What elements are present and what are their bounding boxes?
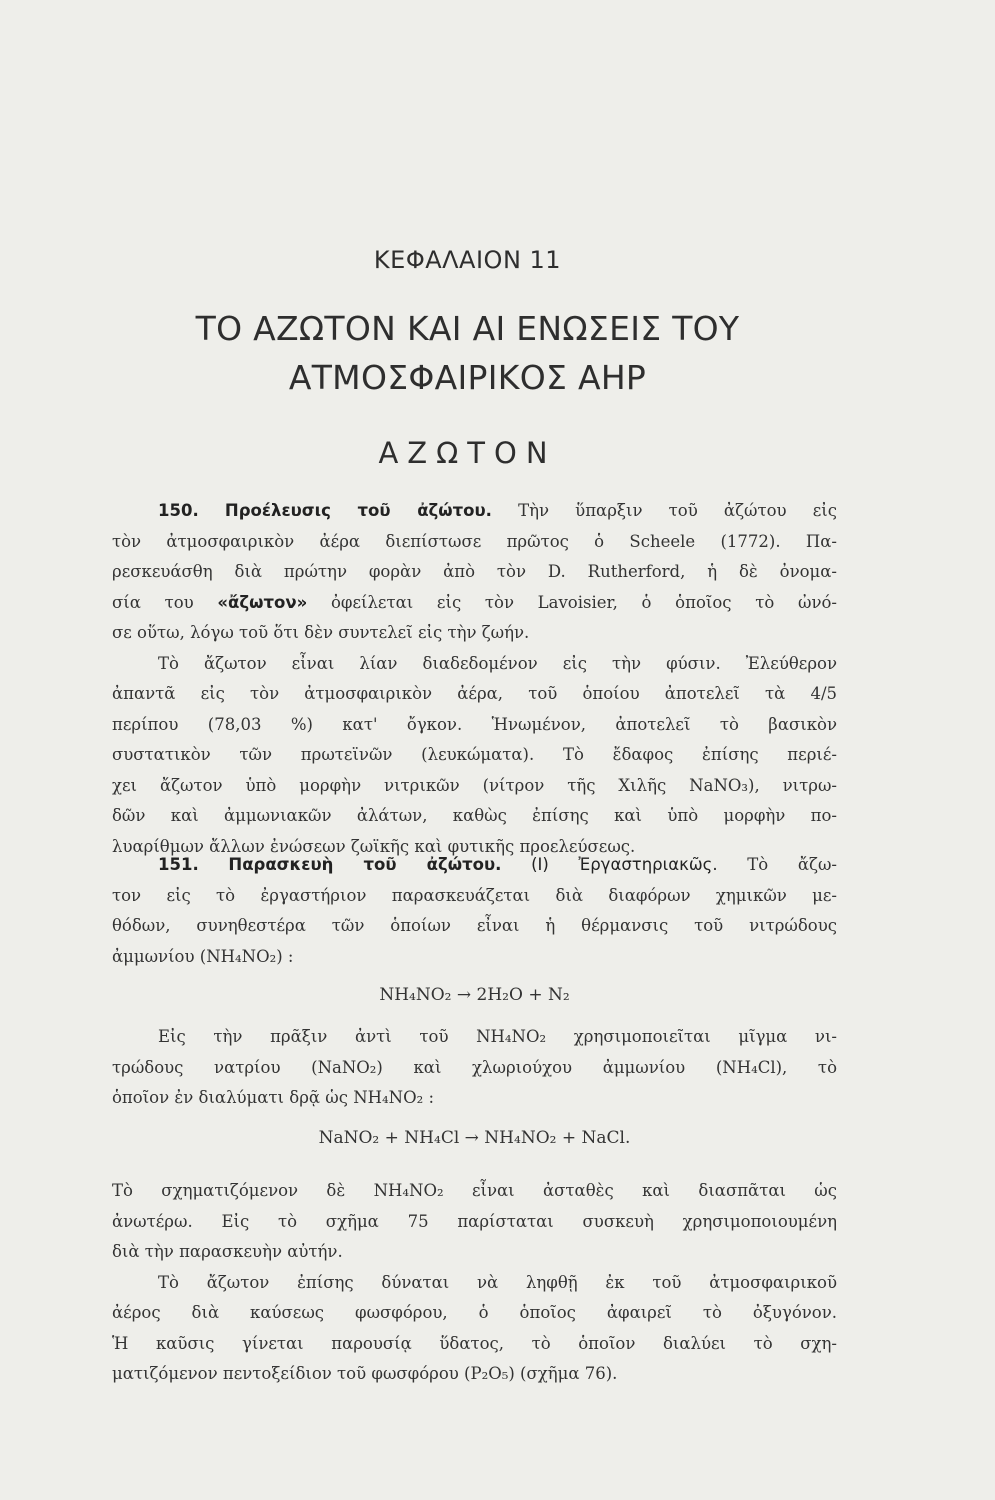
- s151-line: ὁποῖον ἐν διαλύματι δρᾷ ὡς NH₄NO₂ :: [112, 1088, 435, 1107]
- s151-line: τον εἰς τὸ ἐργαστήριον παρασκευάζεται διὰ διαφόρων χημικῶν με-: [112, 885, 837, 905]
- s151-line: Εἰς τὴν πρᾶξιν ἀντὶ τοῦ NH₄NO₂ χρησιμοποιεῖται μῖγμα νι-: [158, 1027, 837, 1046]
- s150-text: σία του: [112, 592, 194, 612]
- s151-line: τρώδους νατρίου (NaNO₂) καὶ χλωριούχου ἀμμωνίου (NH₄Cl), τὸ: [112, 1057, 837, 1077]
- s150-line: ρεσκευάσθη διὰ πρώτην φορὰν ἀπὸ τὸν D. Rutherford, ἡ δὲ ὀνομα-: [112, 562, 837, 581]
- s150-term-azoton: «ἄζωτον»: [217, 592, 308, 612]
- s150-heading: Προέλευσις τοῦ ἀζώτου.: [224, 501, 492, 520]
- section-151: [112, 850, 837, 972]
- s150-line: δῶν καὶ ἀμμωνιακῶν ἀλάτων, καθὼς ἐπίσης καὶ ὑπὸ μορφὴν πο-: [112, 806, 837, 825]
- s151-heading: Παρασκευὴ τοῦ ἀζώτου.: [228, 855, 502, 874]
- s151-line: Ἡ καῦσις γίνεται παρουσίᾳ ὕδατος, τὸ ὁποῖον διαλύει τὸ σχη-: [112, 1333, 837, 1353]
- s151-line: ἀμμωνίου (NH₄NO₂) :: [112, 946, 294, 966]
- s150-line: τὸν ἀτμοσφαιρικὸν ἀέρα διεπίστωσε πρῶτος ὁ Scheele (1772). Πα-: [112, 531, 837, 551]
- s150-line: [112, 588, 837, 619]
- s151-number: 151.: [158, 855, 199, 874]
- s150-number: 150.: [158, 501, 199, 520]
- s150-line: σε οὕτω, λόγω τοῦ ὅτι δὲν συντελεῖ εἰς τὴν ζωήν.: [112, 623, 530, 642]
- s151-line: [112, 850, 837, 881]
- section-heading: ΑΖΩΤΟΝ: [378, 436, 557, 470]
- s151-line: ἀέρος διὰ καύσεως φωσφόρου, ὁ ὁποῖος ἀφαιρεῖ τὸ ὀξυγόνον.: [112, 1303, 837, 1322]
- equation-2: NaNO₂ + NH₄Cl → NH₄NO₂ + NaCl.: [318, 1128, 631, 1148]
- chapter-title-line1: ΤΟ ΑΖΩΤΟΝ ΚΑΙ ΑΙ ΕΝΩΣΕΙΣ ΤΟΥ: [195, 309, 740, 348]
- s150-text: Τὴν ὕπαρξιν τοῦ ἀζώτου εἰς: [518, 501, 837, 520]
- chapter-heading: ΚΕΦΑΛΑΙΟΝ 11: [373, 246, 562, 274]
- s151-subheading: (Ι) Ἐργαστηριακῶς.: [531, 855, 718, 874]
- s151-line: ἀνωτέρω. Εἰς τὸ σχῆμα 75 παρίσταται συσκευὴ χρησιμοποιουμένη: [112, 1211, 837, 1231]
- section-151-cont: [112, 1022, 837, 1114]
- s150-line: περίπου (78,03 %) κατ' ὄγκον. Ἡνωμένον, ἀποτελεῖ τὸ βασικὸν: [112, 714, 837, 734]
- s151-line: Τὸ ἄζωτον ἐπίσης δύναται νὰ ληφθῇ ἐκ τοῦ ἀτμοσφαιρικοῦ: [158, 1272, 837, 1292]
- s151-line: θόδων, συνηθεστέρα τῶν ὁποίων εἶναι ἡ θέρμανσις τοῦ νιτρώδους: [112, 916, 837, 935]
- section-151-end: [112, 1176, 837, 1390]
- section-150: [112, 496, 837, 862]
- s151-line: Τὸ σχηματιζόμενον δὲ NH₄NO₂ εἶναι ἀσταθὲς καὶ διασπᾶται ὡς: [112, 1181, 837, 1200]
- chapter-title-line2: ΑΤΜΟΣΦΑΙΡΙΚΟΣ ΑΗΡ: [288, 358, 647, 397]
- s150-text: ὀφείλεται εἰς τὸν Lavoisier, ὁ ὁποῖος τὸ ὠνό-: [330, 592, 838, 612]
- equation-1: NH₄NO₂ → 2H₂O + N₂: [379, 985, 570, 1005]
- s151-line: διὰ τὴν παρασκευὴν αὐτήν.: [112, 1242, 343, 1261]
- s150-line: Τὸ ἄζωτον εἶναι λίαν διαδεδομένον εἰς τὴν φύσιν. Ἐλεύθερον: [158, 653, 837, 673]
- s151-text: Τὸ ἄζω-: [747, 855, 837, 874]
- chapter-title: [0, 304, 935, 402]
- s150-line: χει ἄζωτον ὑπὸ μορφὴν νιτρικῶν (νίτρον τῆς Χιλῆς NaNO₃), νιτρω-: [112, 775, 837, 795]
- s150-line: συστατικὸν τῶν πρωτεϊνῶν (λευκώματα). Τὸ ἔδαφος ἐπίσης περιέ-: [112, 745, 837, 764]
- s150-line: [112, 496, 837, 527]
- s150-line: ἀπαντᾶ εἰς τὸν ἀτμοσφαιρικὸν ἀέρα, τοῦ ὁποίου ἀποτελεῖ τὰ 4/5: [112, 684, 837, 703]
- s150-line: λυαρίθμων ἄλλων ἐνώσεων ζωϊκῆς καὶ φυτικῆς προελεύσεως.: [112, 836, 636, 856]
- s151-line: ματιζόμενον πεντοξείδιον τοῦ φωσφόρου (P₂O₅) (σχῆμα 76).: [112, 1364, 618, 1383]
